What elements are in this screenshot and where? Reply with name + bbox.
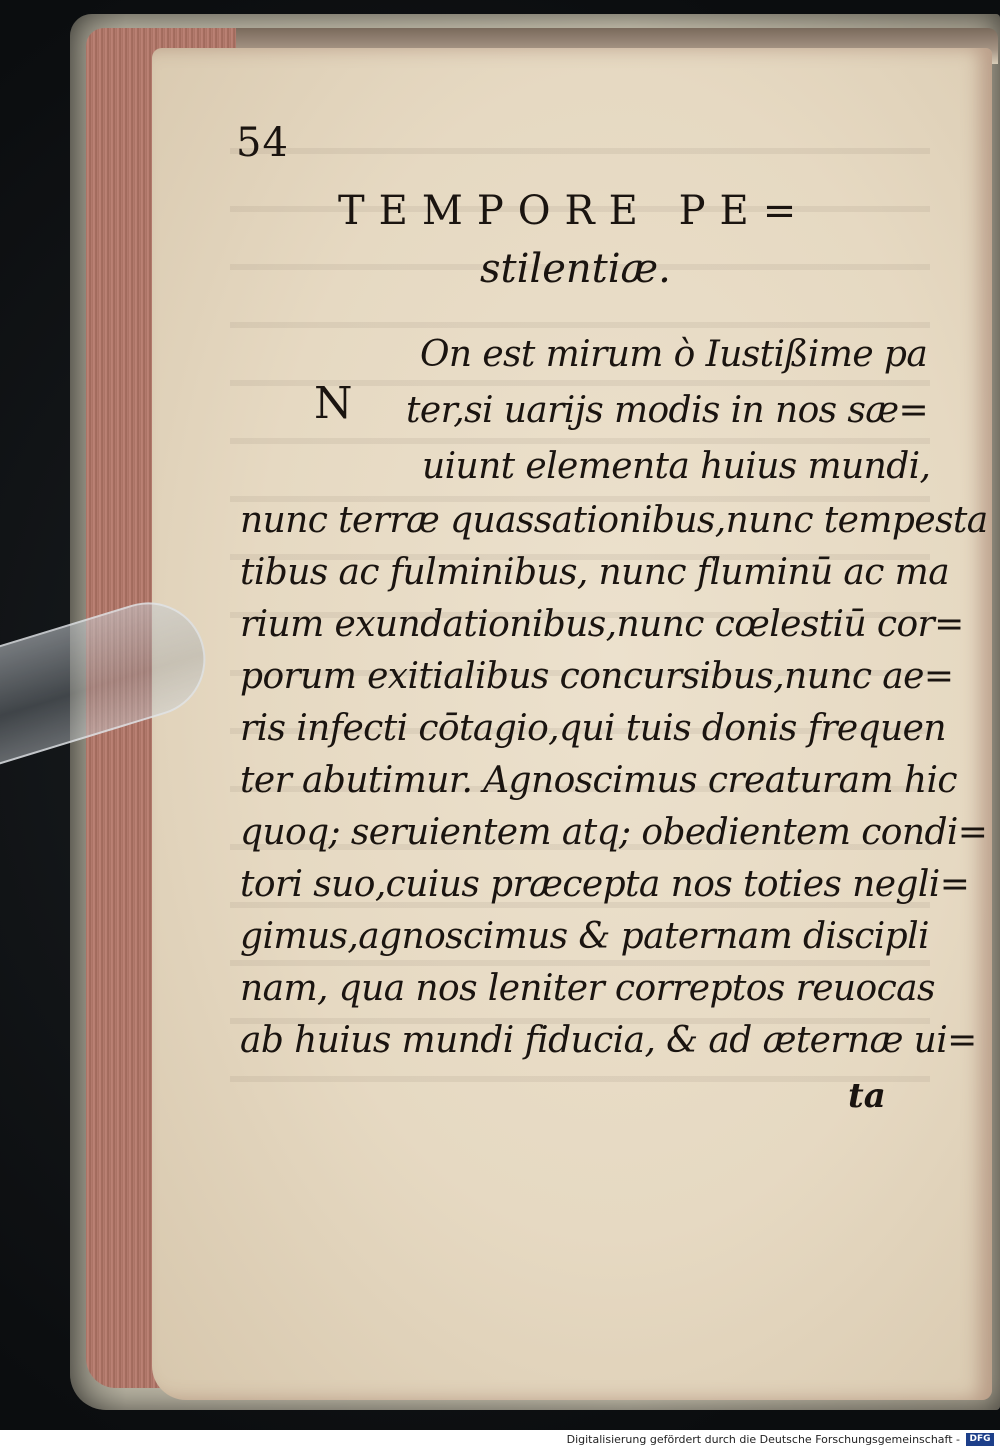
text-line: nunc terræ quassationibus,nunc tempesta xyxy=(240,500,988,541)
footer-credit: Digitalisierung gefördert durch die Deutsche Forschungsgemeinschaft - xyxy=(566,1433,960,1446)
text-line: ris infecti cōtagio,qui tuis donis frequen xyxy=(240,708,946,749)
text-line: tibus ac fulminibus, nunc fluminū ac ma xyxy=(240,552,950,593)
drop-cap: N xyxy=(314,378,353,429)
page-number: 54 xyxy=(236,120,289,166)
text-line: uiunt elementa huius mundi, xyxy=(422,446,931,487)
text-line: ter,si uarijs modis in nos sæ= xyxy=(406,390,929,431)
text-line: On est mirum ò Iustißime pa xyxy=(420,334,928,375)
heading-line-1: TEMPORE PE= xyxy=(338,188,811,234)
text-line: ter abutimur. Agnoscimus creaturam hic xyxy=(240,760,957,801)
dfg-logo-icon: DFG xyxy=(966,1433,994,1446)
heading-line-2: stilentiæ. xyxy=(480,246,671,292)
text-line: quoq; seruientem atq; obedientem condi= xyxy=(240,812,988,853)
catchword: ta xyxy=(848,1076,886,1116)
text-line: porum exitialibus concursibus,nunc ae= xyxy=(240,656,954,697)
text-line: nam, qua nos leniter correptos reuocas xyxy=(240,968,935,1009)
text-line: tori suo,cuius præcepta nos toties negli= xyxy=(240,864,970,905)
text-line: gimus,agnoscimus & paternam discipli xyxy=(240,916,929,957)
text-line: rium exundationibus,nunc cœlestiū cor= xyxy=(240,604,964,645)
text-line: ab huius mundi fiducia, & ad æternæ ui= xyxy=(240,1020,977,1061)
